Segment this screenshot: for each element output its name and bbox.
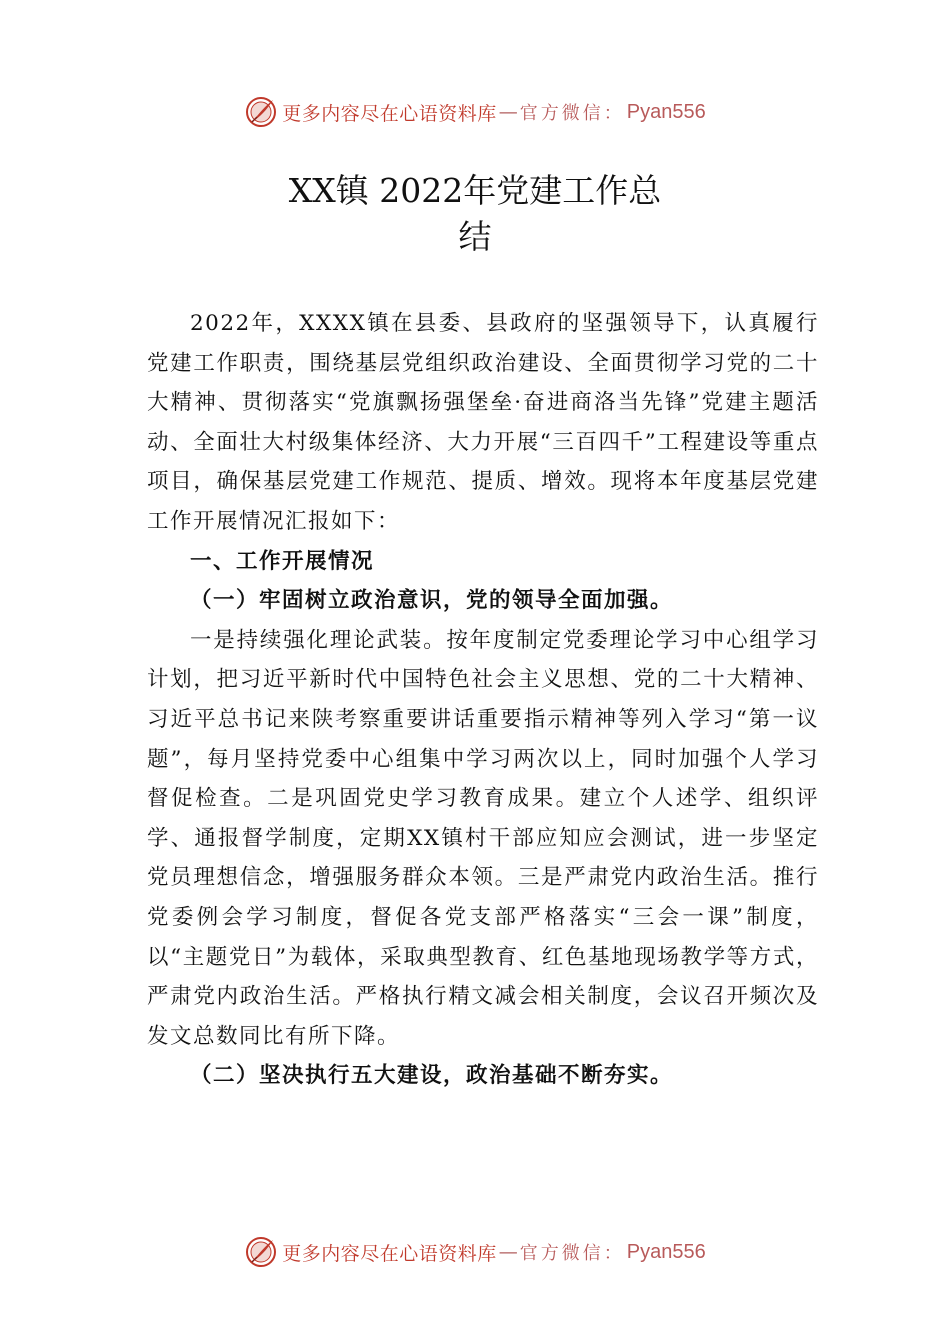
- title-line-2: 结: [458, 217, 492, 256]
- intro-paragraph: 2022年，XXXX镇在县委、县政府的坚强领导下，认真履行党建工作职责，围绕基层党组织政治建设、全面贯彻学习党的二十大精神、贯彻落实“党旗飘扬强堡垒·奋进商洛当先锋”党建主题活动、全面壮大村级集体经济、大力开展“三百四千”工程建设等重点项目，确保基层党建工作规范、提质、增效。现将本年度基层党建工作开展情况汇报如下：: [147, 311, 819, 534]
- watermark-brand-text: 更多内容尽在心语资料库: [282, 102, 497, 125]
- watermark-separator: —: [498, 1241, 518, 1263]
- watermark-account: Pyan556: [626, 100, 706, 123]
- feather-quill-circle-icon: [244, 95, 278, 129]
- watermark-brand-text: 更多内容尽在心语资料库: [282, 1242, 497, 1265]
- watermark-account: Pyan556: [626, 1240, 706, 1263]
- watermark-banner-bottom: [0, 1232, 950, 1272]
- watermark-separator: —: [498, 101, 518, 123]
- watermark-label: 官方微信：: [519, 103, 625, 124]
- subsection-heading-2: （二）坚决执行五大建设，政治基础不断夯实。: [190, 1063, 674, 1089]
- title-line-1: XX镇 2022年党建工作总: [288, 171, 662, 210]
- section-heading-1: 一、工作开展情况: [190, 548, 375, 574]
- watermark-label: 官方微信：: [519, 1243, 625, 1264]
- subsection-body-1: 一是持续强化理论武装。按年度制定党委理论学习中心组学习计划，把习近平新时代中国特色社会主义思想、党的二十大精神、习近平总书记来陕考察重要讲话重要指示精神等列入学习“第一议题”，每月坚持党委中心组集中学习两次以上，同时加强个人学习督促检查。二是巩固党史学习教育成果。建立个人述学、组织评学、通报督学制度，定期XX镇村干部应知应会测试，进一步坚定党员理想信念，增强服务群众本领。三是严肃党内政治生活。推行党委例会学习制度，督促各党支部严格落实“三会一课”制度，以“主题党日”为载体，采取典型教育、红色基地现场教学等方式，严肃党内政治生活。严格执行精文减会相关制度，会议召开频次及发文总数同比有所下降。: [147, 627, 819, 1049]
- feather-quill-circle-icon: [244, 1235, 278, 1269]
- document-title: [0, 168, 950, 260]
- watermark-banner-top: [0, 92, 950, 132]
- subsection-heading-1: （一）牢固树立政治意识，党的领导全面加强。: [190, 588, 674, 614]
- document-body: [147, 304, 819, 1096]
